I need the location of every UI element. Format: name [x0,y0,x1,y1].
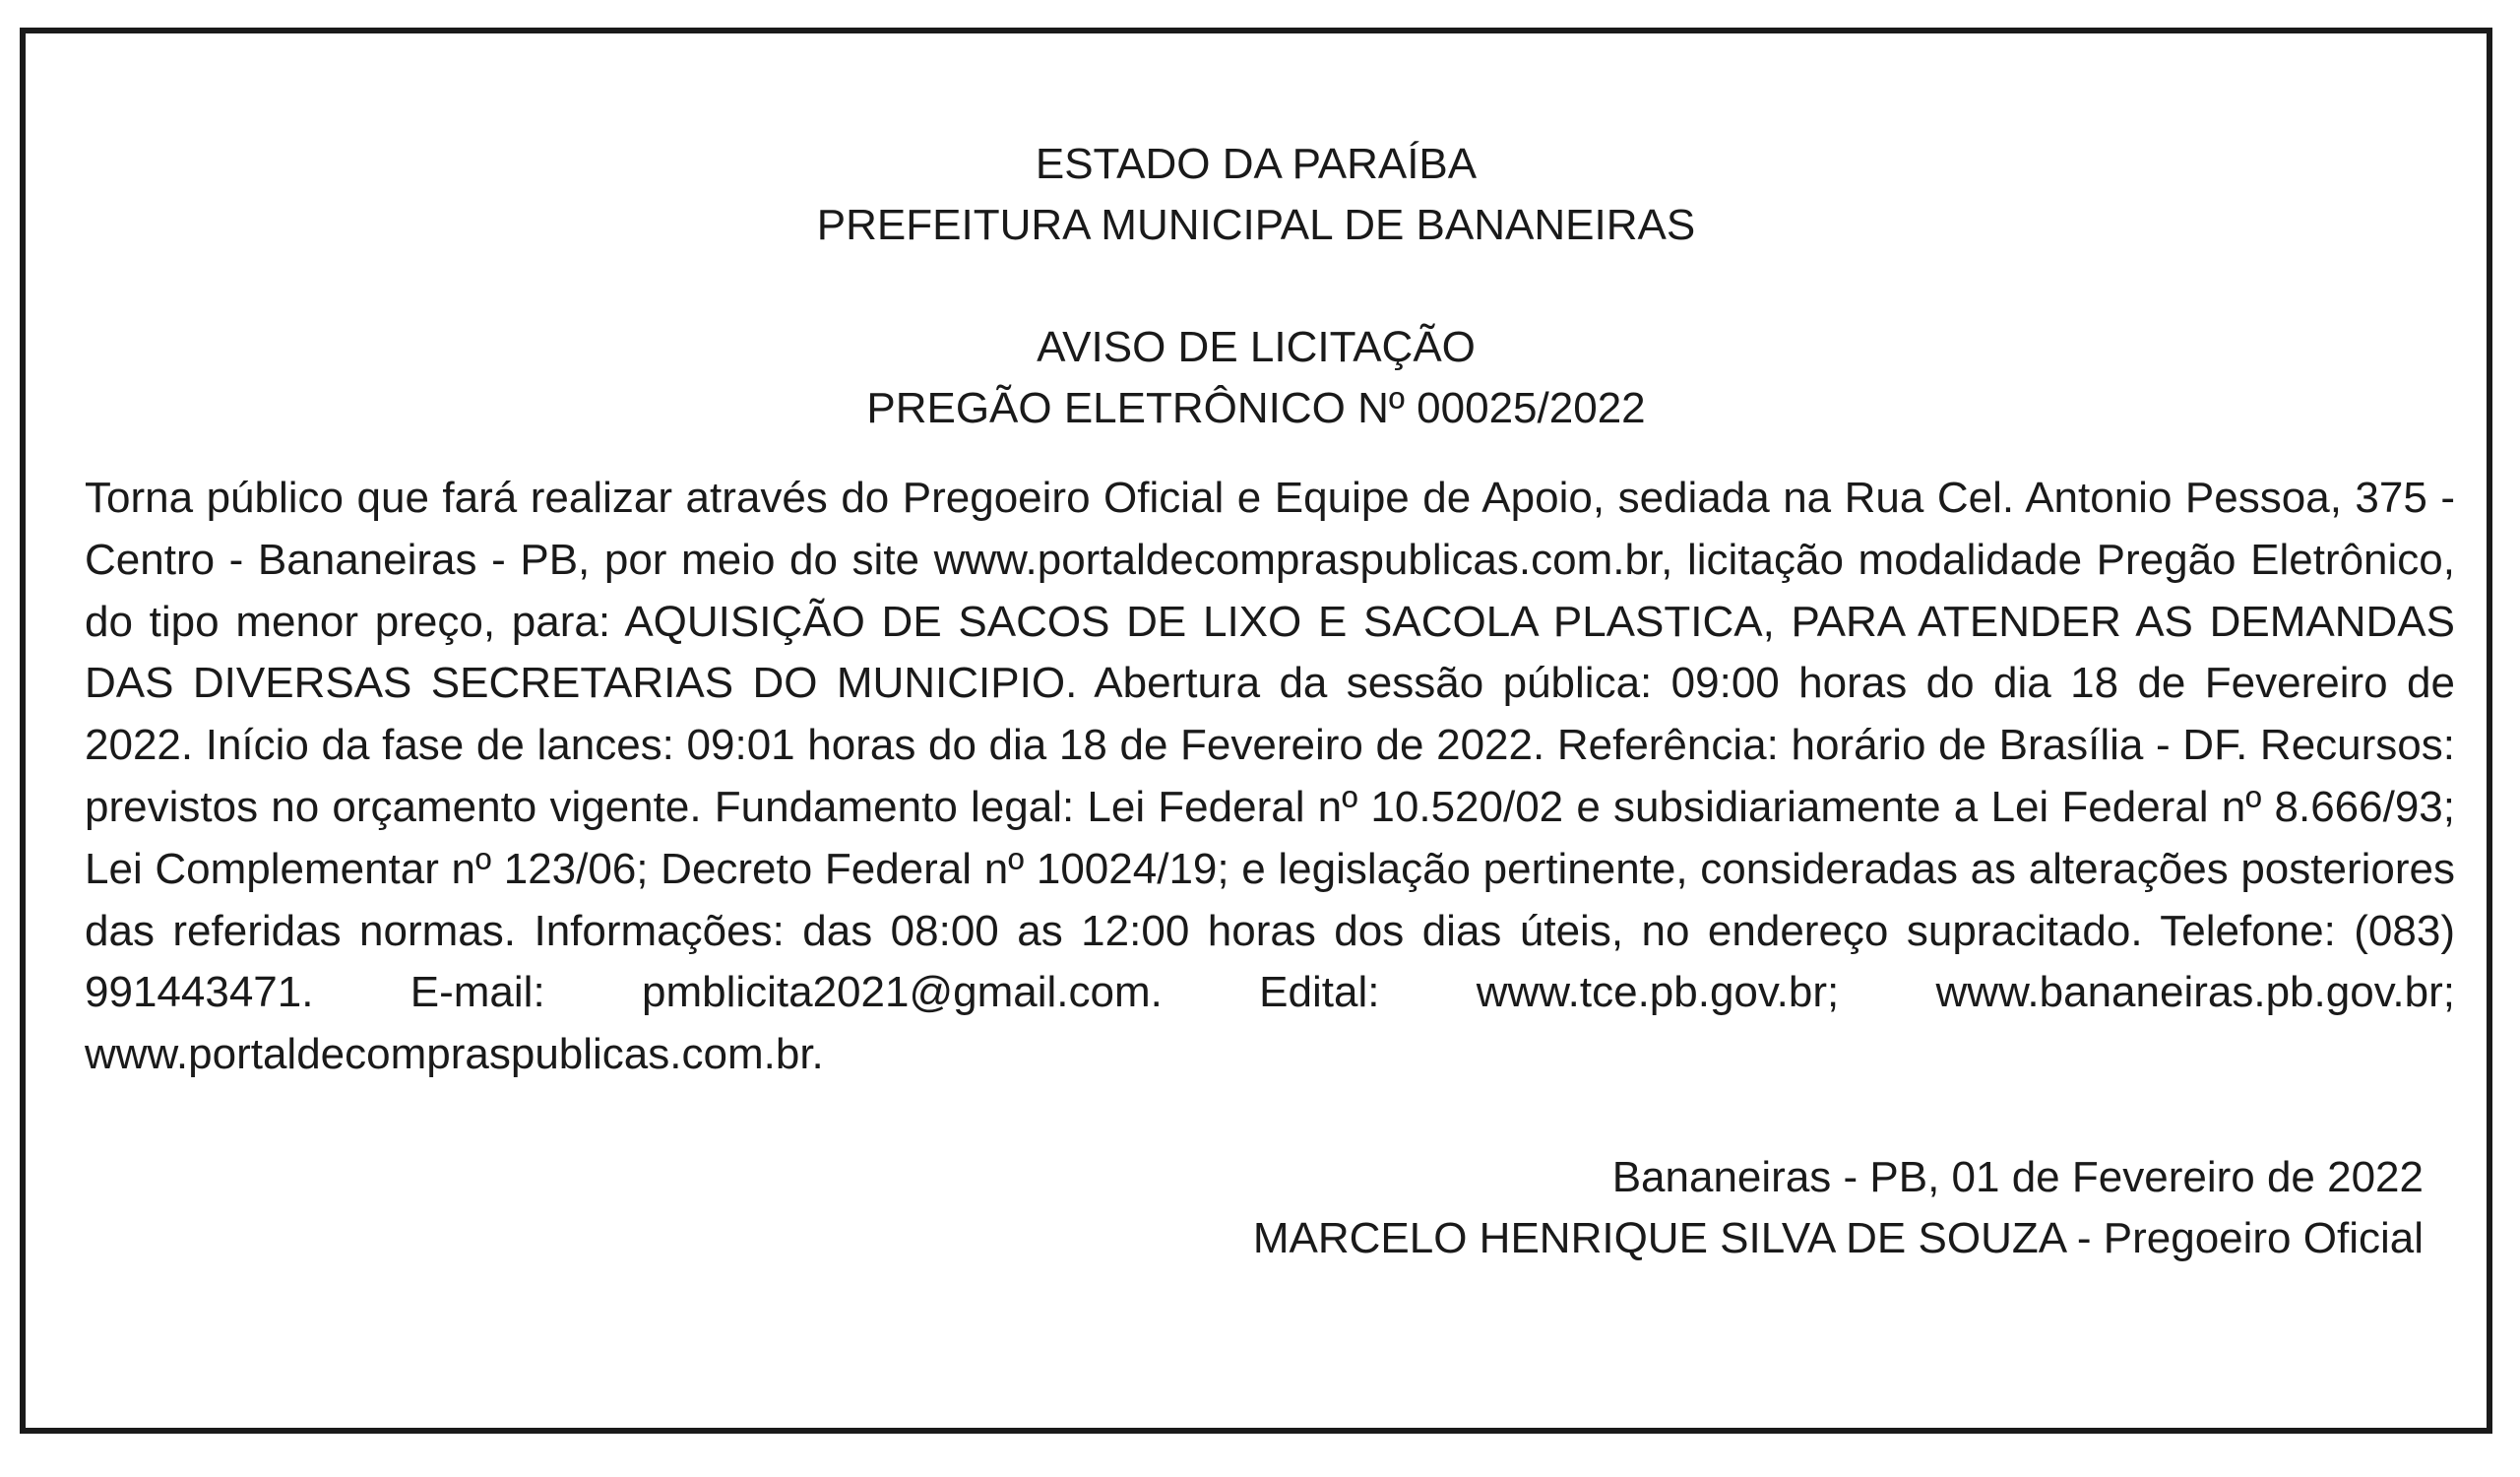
notice-body: Torna público que fará realizar através do Pregoeiro Oficial e Equipe de Apoio, sediada na Rua Cel. Antonio Pessoa, 375 - Centro - Bananeiras - PB, por meio do site www.portaldecompraspublicas.com.br, licitação modalidade Pregão Eletrônico, do tipo menor preço, para: AQUISIÇÃO DE SACOS DE LIXO E SACOLA PLASTICA, PARA ATENDER AS DEMANDAS DAS DIVERSAS SECRETARIAS DO MUNICIPIO. Abertura da sessão pública: 09:00 horas do dia 18 de Fevereiro de 2022. Início da fase de lances: 09:01 horas do dia 18 de Fevereiro de 2022. Referência: horário de Brasília - DF. Recursos: previstos no orçamento vigente. Fundamento legal: Lei Federal nº 10.520/02 e subsidiariamente a Lei Federal nº 8.666/93; Lei Complementar nº 123/06; Decreto Federal nº 10024/19; e legislação pertinente, consideradas as alterações posteriores das referidas normas. Informações: das 08:00 as 12:00 horas dos dias úteis, no endereço supracitado. Telefone: (083) 991443471. E-mail: pmblicita2021@gmail.com. Edital: www.tce.pb.gov.br; www.bananeiras.pb.gov.br; www.portaldecompraspublicas.com.br. [85,474,2455,1079]
signer-name: MARCELO HENRIQUE SILVA DE SOUZA - Pregoeiro Oficial [1252,1214,2424,1262]
signature-block [1253,1147,2424,1269]
state-heading: ESTADO DA PARAÍBA [1035,140,1478,188]
place-date: Bananeiras - PB, 01 de Fevereiro de 2022 [1611,1153,2424,1201]
notice-title: AVISO DE LICITAÇÃO [1037,323,1476,371]
notice-frame [20,28,2492,1434]
municipality-heading: PREFEITURA MUNICIPAL DE BANANEIRAS [816,201,1696,249]
notice-title-block [26,317,2487,439]
header-block [26,134,2487,256]
notice-subtitle: PREGÃO ELETRÔNICO Nº 00025/2022 [866,384,1646,432]
